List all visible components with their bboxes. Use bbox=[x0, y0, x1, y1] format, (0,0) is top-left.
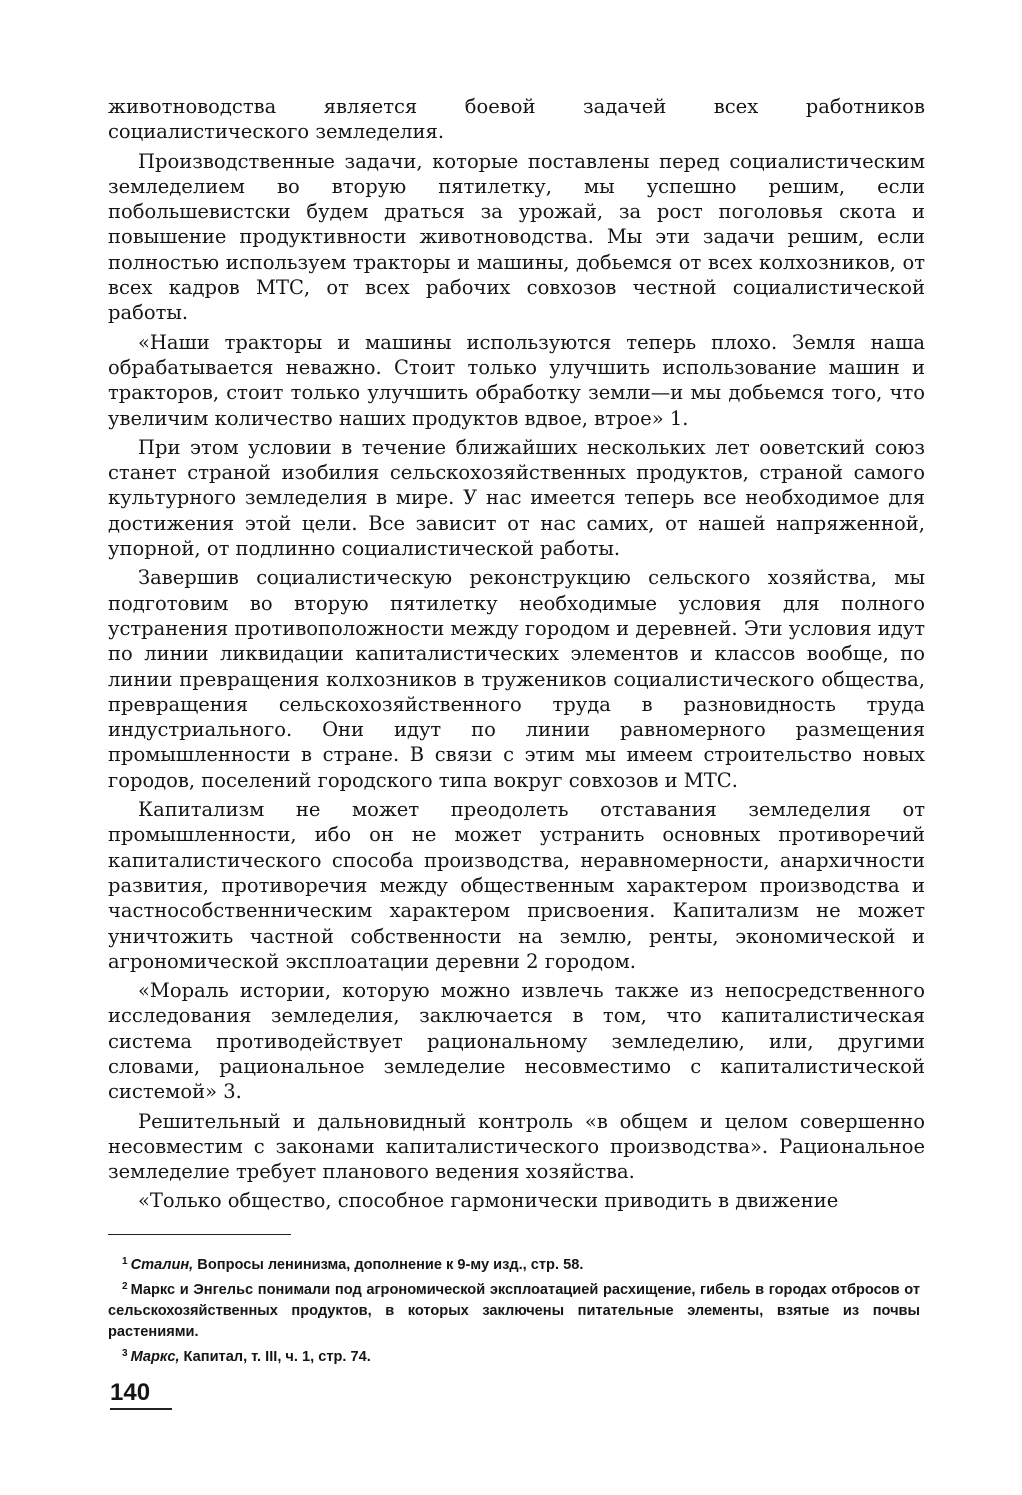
footnote-mark: 1 bbox=[122, 1256, 128, 1267]
main-text bbox=[108, 94, 925, 1214]
footnotes bbox=[108, 1251, 920, 1368]
paragraph-1: животноводства является боевой задачей всех работников социалистического земледелия. bbox=[108, 95, 925, 144]
footnote-author: Сталин, bbox=[130, 1257, 194, 1273]
footnote-mark: 3 bbox=[122, 1348, 128, 1359]
paragraph-2: Производственные задачи, которые поставлены перед социалистическим земледелием во вторую пятилетку, мы успешно решим, если побольшевистски будем драться за урожай, за рост поголовья скота и повышение продуктивности животноводства. Мы эти задачи решим, если полностью используем тракторы и машины, добьемся от всех колхозников, от всех кадров МТС, от всех рабочих совхозов честной социалистической работы. bbox=[108, 149, 925, 325]
footnote-2 bbox=[108, 1276, 920, 1343]
footnote-mark: 2 bbox=[122, 1281, 128, 1292]
paragraph-5: Завершив социалистическую реконструкцию сельского хозяйства, мы подготовим во вторую пятилетку необходимые условия для полного устранения противоположности между городом и деревней. Эти условия идут по линии ликвидации капиталистических элементов и классов вообще, по линии превращения колхозников в тружеников социалистического общества, превращения сельскохозяйственного труда в разновидность труда индустриального. Они идут по линии равномерного размещения промышленности в стране. В связи с этим мы имеем строительство новых городов, поселений городского типа вокруг совхозов и МТС. bbox=[108, 566, 925, 792]
page-number: 140 bbox=[110, 1378, 172, 1410]
footnote-3 bbox=[108, 1343, 920, 1368]
paragraph-4: При этом условии в течение ближайших нескольких лет ооветский союз станет страной изобилия сельскохозяйственных продуктов, страной самого культурного земледелия в мире. У нас имеется теперь все необходимое для достижения этой цели. Все зависит от нас самих, от нашей напряженной, упорной, от подлинно социалистической работы. bbox=[108, 435, 925, 561]
paragraph-7-quote: «Мораль истории, которую можно извлечь также из непосредственного исследования земледелия, заключается в том, что капиталистическая система противодействует рациональному земледелию, или, другими словами, рациональное земледелие несовместимо с капиталистической системой» 3. bbox=[108, 979, 925, 1104]
paragraph-6: Капитализм не может преодолеть отставания земледелия от промышленности, ибо он не может устранить основных противоречий капиталистического способа производства, неравномерности, анархичности развития, противоречия между общественным характером производства и частнособственническим характером присвоения. Капитализм не может уничтожить частной собственности на землю, ренты, экономической и агрономической эксплоатации деревни 2 городом. bbox=[108, 798, 925, 973]
paragraph-9-quote: «Только общество, способное гармонически приводить в движение bbox=[138, 1189, 839, 1213]
footnote-text: Вопросы ленинизма, дополнение к 9-му изд., стр. 58. bbox=[193, 1257, 584, 1273]
footnote-text: Маркс и Энгельс понимали под агрономической эксплоатацией расхищение, гибель в городах отбросов от сельскохозяйственных продуктов, в которых заключены питательные элементы, взятые из почвы растениями. bbox=[108, 1282, 920, 1340]
footnote-separator bbox=[108, 1234, 291, 1235]
paragraph-8: Решительный и дальновидный контроль «в общем и целом совершенно несовместим с законами капиталистического производства». Рациональное земледелие требует планового ведения хозяйства. bbox=[108, 1109, 925, 1184]
footnote-1 bbox=[108, 1251, 920, 1276]
footnote-author: Маркс, bbox=[130, 1349, 180, 1365]
footnote-text: Капитал, т. III, ч. 1, стр. 74. bbox=[179, 1349, 371, 1365]
paragraph-3-quote: «Наши тракторы и машины используются теперь плохо. Земля наша обрабатывается неважно. Стоит только улучшить использование машин и тракторов, стоит только улучшить обработку земли—и мы добьемся того, что увеличим количество наших продуктов вдвое, втрое» 1. bbox=[108, 330, 925, 430]
